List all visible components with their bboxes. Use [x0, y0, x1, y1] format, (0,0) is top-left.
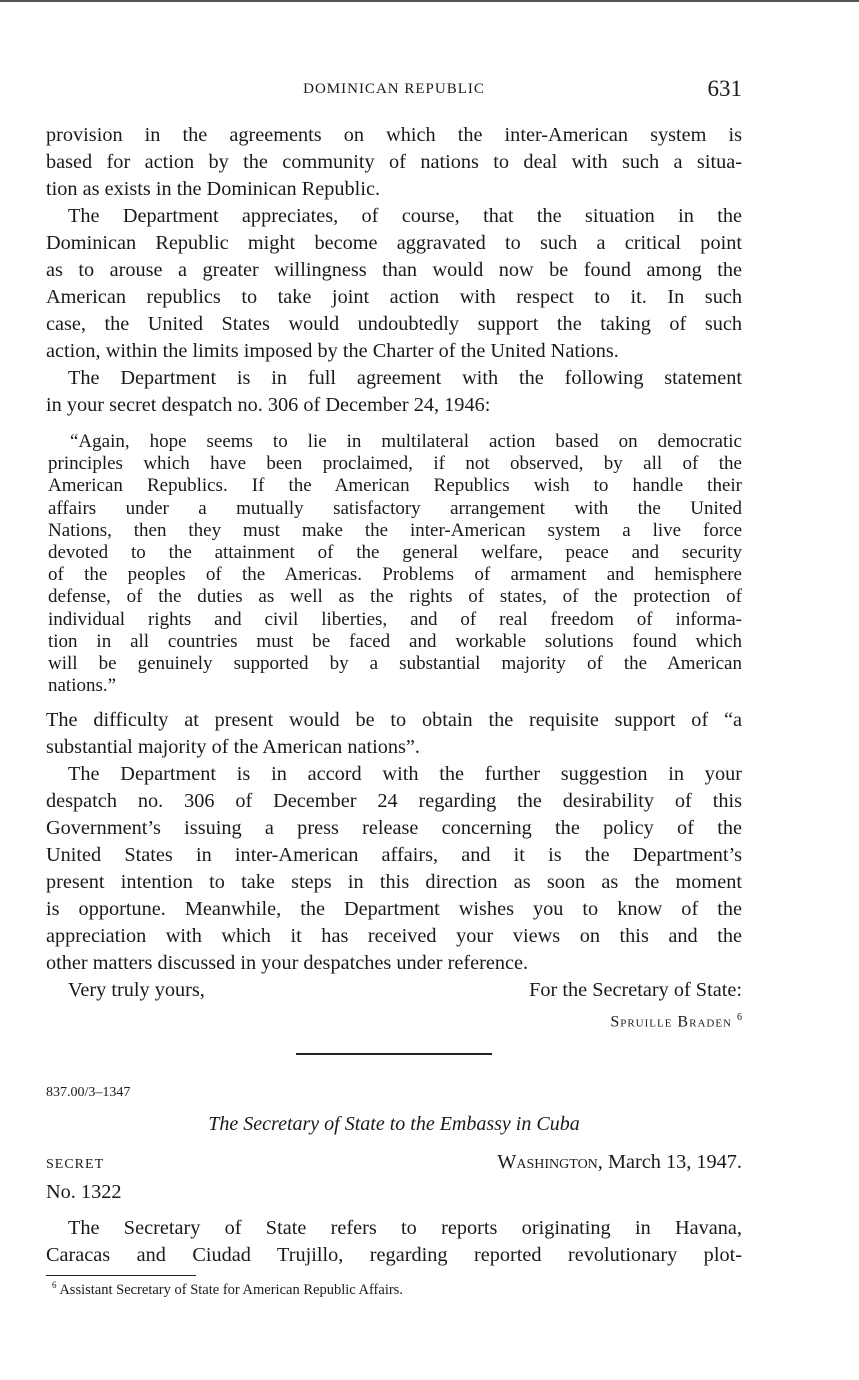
text-line: provision in the agreements on which the inter-American system is [46, 124, 742, 146]
quote-line: Nations, then they must make the inter-American system a live force [48, 519, 742, 541]
dateline [46, 1151, 742, 1179]
text-line: The Department is in accord with the further suggestion in your [68, 763, 742, 786]
text-line: in your secret despatch no. 306 of December 24, 1946: [46, 394, 491, 416]
text-line: case, the United States would undoubtedly support the taking of such [46, 313, 742, 335]
footnote [52, 1280, 742, 1299]
place-and-date [497, 1151, 742, 1174]
text-line: is opportune. Meanwhile, the Department wishes you to know of the [46, 898, 742, 921]
text-line: as to arouse a greater willingness than would now be found among the [46, 259, 742, 281]
paragraph-difficulty [46, 707, 742, 761]
text-line: appreciation with which it has received your views on this and the [46, 925, 742, 948]
text-line: present intention to take steps in this direction as soon as the moment [46, 871, 742, 894]
text-line: The Department is in full agreement with the following statement [68, 367, 742, 389]
text-line: despatch no. 306 of December 24 regarding the desirability of this [46, 790, 742, 813]
quote-line: will be genuinely supported by a substantial majority of the American [48, 653, 742, 675]
text-line: The difficulty at present would be to obtain the requisite support of “a [46, 709, 742, 732]
paragraph-department-appreciates [46, 203, 742, 365]
text-line: other matters discussed in your despatches under reference. [46, 952, 529, 975]
text-line: substantial majority of the American nations”. [46, 736, 420, 759]
quote-line: of the peoples of the Americas. Problems of armament and hemisphere [48, 564, 742, 586]
paragraph-accord [46, 761, 742, 977]
file-number: 837.00/3–1347 [46, 1085, 131, 1101]
quote-line: defense, of the duties as well as the rights of states, of the protection of [48, 586, 742, 608]
text-line: Caracas and Ciudad Trujillo, regarding reported revolutionary plot- [46, 1244, 742, 1267]
text-line: The Department appreciates, of course, that the situation in the [68, 205, 742, 227]
quote-line: individual rights and civil liberties, and of real freedom of informa- [48, 608, 742, 630]
running-head: DOMINICAN REPUBLIC [303, 81, 485, 97]
footnote-marker: 6 [52, 1280, 57, 1291]
quote-line: affairs under a mutually satisfactory arrangement with the United [48, 497, 742, 519]
quote-line: principles which have been proclaimed, if not observed, by all of the [48, 453, 742, 475]
footnote-reference: 6 [737, 1012, 742, 1024]
text-line: tion as exists in the Dominican Republic. [46, 178, 381, 200]
paragraph-secretary-refers [46, 1215, 742, 1269]
signature [46, 1004, 742, 1031]
text-line: Government’s issuing a press release concerning the policy of the [46, 817, 742, 840]
document-title: The Secretary of State to the Embassy in Cuba [208, 1113, 580, 1136]
block-quote [48, 431, 742, 697]
footnote-text: Assistant Secretary of State for American Republic Affairs. [59, 1282, 403, 1299]
text-line: action, within the limits imposed by the Charter of the United Nations. [46, 340, 619, 362]
closing [46, 977, 742, 1004]
quote-line: nations.” [48, 675, 117, 697]
top-border [0, 0, 859, 2]
page-body [46, 122, 742, 1299]
paragraph-continuation [46, 122, 742, 203]
date: , March 13, 1947. [597, 1151, 742, 1174]
quote-line: “Again, hope seems to lie in multilateral action based on democratic [70, 431, 742, 452]
place: Washington [497, 1151, 598, 1174]
document-number: No. 1322 [46, 1181, 122, 1204]
quote-line: devoted to the attainment of the general welfare, peace and security [48, 542, 742, 564]
footnote-divider [46, 1275, 196, 1276]
quote-line: tion in all countries must be faced and workable solutions found which [48, 630, 742, 652]
text-line: Dominican Republic might become aggravated to such a critical point [46, 232, 742, 254]
text-line: United States in inter-American affairs, and it is the Department’s [46, 844, 742, 867]
for-secretary-line: For the Secretary of State: [529, 979, 742, 1002]
quote-line: American Republics. If the American Republics wish to handle their [48, 475, 742, 497]
signature-name: Spruille Braden [610, 1013, 732, 1031]
text-line: based for action by the community of nations to deal with such a situa- [46, 151, 742, 173]
page-header [46, 76, 742, 106]
section-divider [296, 1053, 492, 1055]
text-line: American republics to take joint action with respect to it. In such [46, 286, 742, 308]
page-number: 631 [707, 76, 742, 101]
text-line: The Secretary of State refers to reports originating in Havana, [68, 1217, 742, 1240]
salutation: Very truly yours, [68, 979, 205, 1002]
paragraph-full-agreement [46, 365, 742, 419]
classification: SECRET [46, 1157, 105, 1173]
